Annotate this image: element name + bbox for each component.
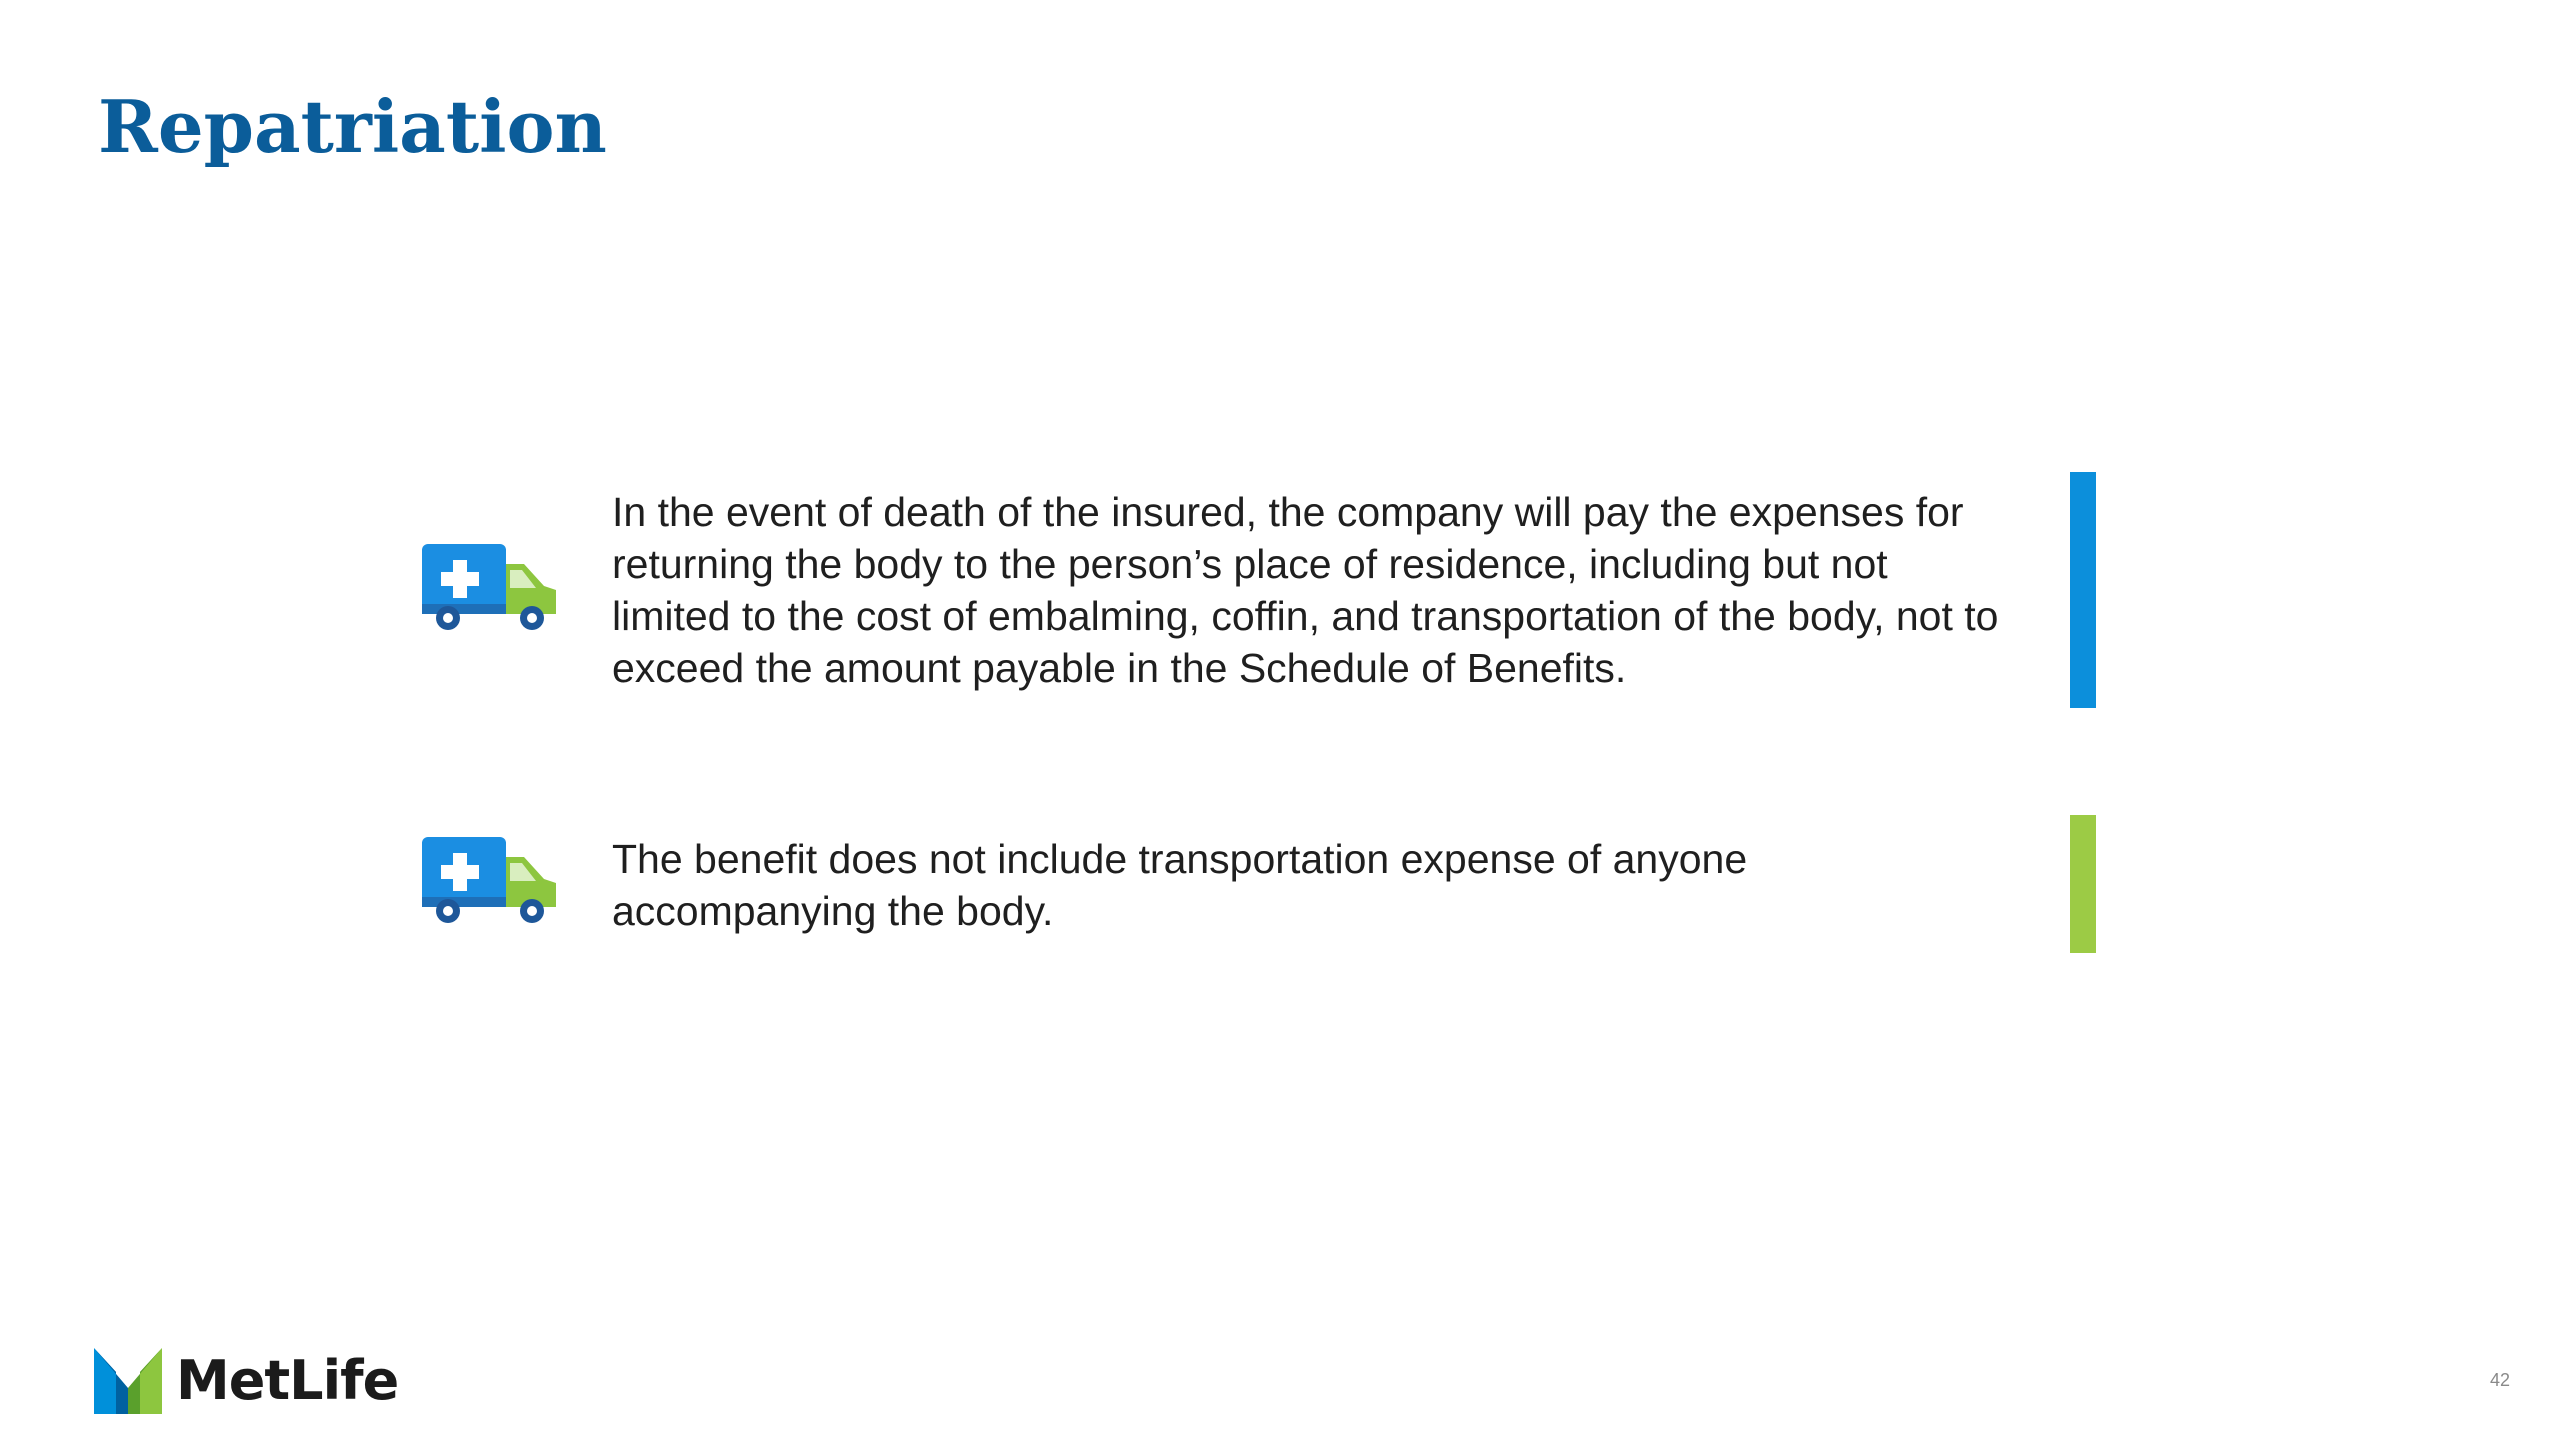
- ambulance-icon: [420, 544, 560, 634]
- brand-name: MetLife: [176, 1349, 399, 1412]
- benefit-text: The benefit does not include transportation expense of anyone accompanying the body.: [612, 836, 1748, 934]
- accent-bar-blue: [2070, 472, 2096, 708]
- metlife-logo: [94, 1348, 399, 1414]
- benefit-text: In the event of death of the insured, the company will pay the expenses for returning the body to the person’s place of residence, including but not limited to the cost of embalming, coffin, and transportation of the body, not to exceed the amount payable in the Schedule of Benefits.: [612, 489, 1999, 691]
- accent-bar-green: [2070, 815, 2096, 953]
- benefit-item: [420, 472, 2120, 708]
- benefit-item: [420, 815, 2120, 953]
- metlife-m-icon: [94, 1348, 162, 1414]
- ambulance-icon: [420, 837, 560, 927]
- page-number: 42: [2489, 1370, 2510, 1390]
- slide-title: Repatriation: [98, 84, 607, 169]
